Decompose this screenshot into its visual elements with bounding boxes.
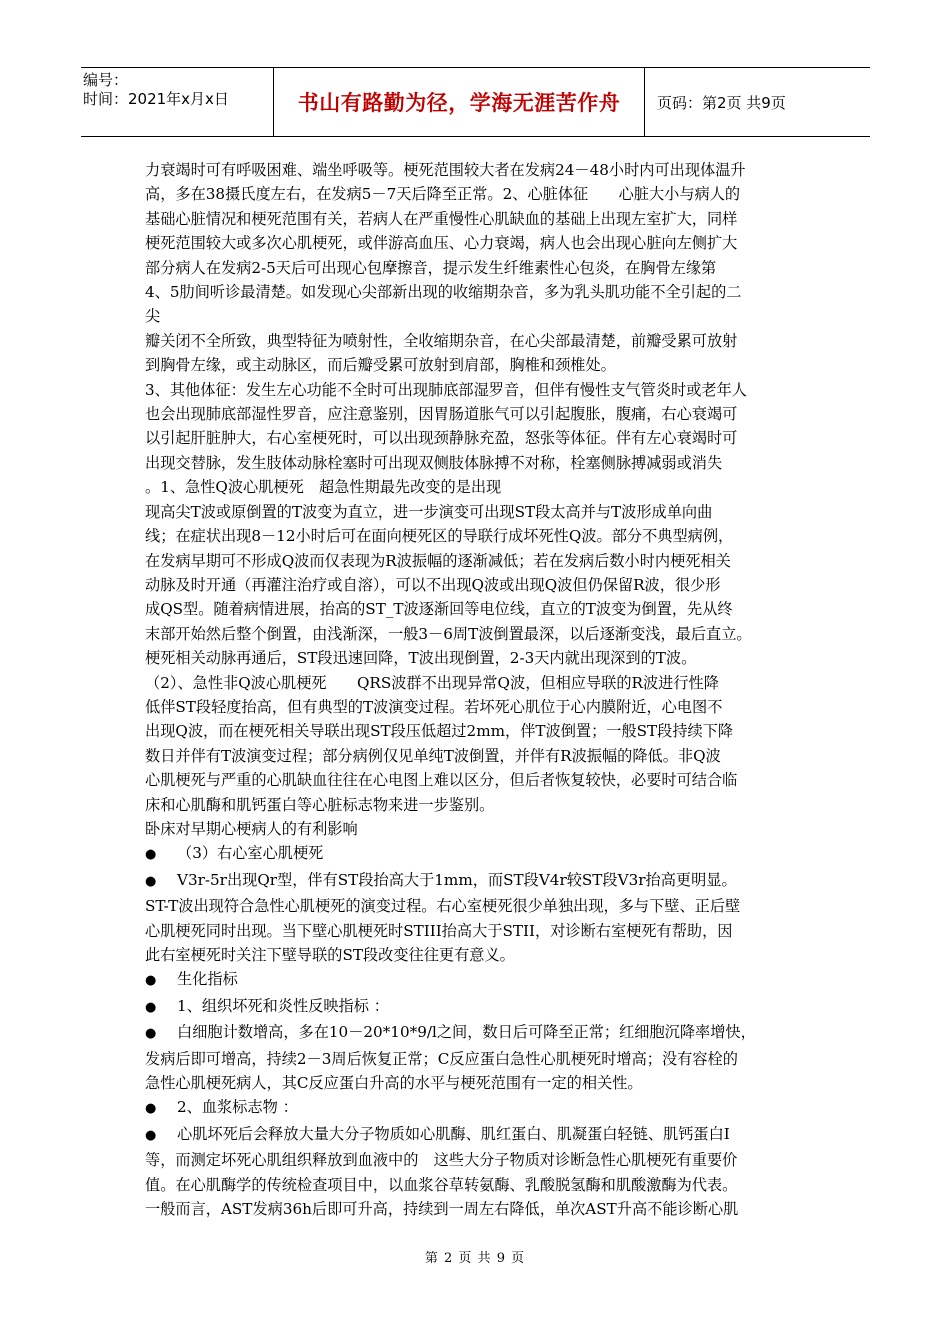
- text-line: [145, 1047, 813, 1071]
- text-line: 卧床对早期心梗病人的有利影响: [145, 819, 358, 838]
- line-text: 等，而测定坏死心肌组织释放到血液中的 这些大分子物质对诊断急性心肌梗死有重要价: [145, 1151, 738, 1170]
- bullet-item: [145, 994, 813, 1020]
- bullet-item: [145, 841, 813, 867]
- line-text: 1、组织坏死和炎性反映指标 ：: [177, 996, 389, 1015]
- document-body: [145, 158, 813, 1221]
- body-paragraphs: [145, 158, 813, 841]
- text-line: 在发病早期可不形成Q波而仅表现为R波振幅的逐渐减低；若在发病后数小时内梗死相关: [145, 551, 731, 570]
- text-line: 部分病人在发病2-5天后可出现心包摩擦音，提示发生纤维素性心包炎，在胸骨左缘第: [145, 258, 717, 277]
- text-line: 出现Q波，而在梗死相关导联出现ST段压低超过2mm，伴T波倒置；一般ST段持续下降: [145, 722, 734, 741]
- text-line: [145, 943, 813, 967]
- text-line: 动脉及时开通（再灌注治疗或自溶），可以不出现Q波或出现Q波但仍保留R波，很少形: [145, 575, 721, 594]
- text-line: 成QS型。随着病情进展，抬高的ST_T波逐渐回等电位线，直立的T波变为倒置，先从终: [145, 600, 733, 619]
- text-line: [145, 1173, 813, 1197]
- page-footer: 第 2 页 共 9 页: [424, 1251, 526, 1266]
- text-line: 低伴ST段轻度抬高，但有典型的T波演变过程。若坏死心肌位于心内膜附近，心电图不: [145, 697, 723, 716]
- bullet-item: [145, 868, 813, 894]
- line-text: 一般而言，AST发病36h后即可升高，持续到一周左右降低，单次AST升高不能诊断心肌: [145, 1200, 739, 1219]
- text-line: 梗死相关动脉再通后，ST段迅速回降，T波出现倒置，2-3天内就出现深到的T波。: [145, 649, 697, 668]
- text-line: 末部开始然后整个倒置，由浅渐深，一般3－6周T波倒置最深，以后逐渐变浅，最后直立。: [145, 624, 752, 643]
- line-text: 生化指标: [177, 970, 238, 989]
- text-line: 高，多在38摄氏度左右，在发病5－7天后降至正常。2、心脏体征 心脏大小与病人的: [145, 185, 741, 204]
- text-line: （2）、急性非Q波心肌梗死 QRS波群不出现异常Q波，但相应导联的R波进行性降: [145, 673, 719, 692]
- line-text: ST-T波出现符合急性心肌梗死的演变过程。右心室梗死很少单独出现，多与下壁、正后壁: [145, 897, 741, 916]
- text-line: [145, 919, 813, 943]
- page-header: [81, 67, 870, 137]
- text-line: 基础心脏情况和梗死范围有关，若病人在严重慢性心肌缺血的基础上出现左室扩大，同样: [145, 209, 738, 228]
- text-line: 线；在症状出现8－12小时后可在面向梗死区的导联行成坏死性Q波。部分不典型病例，: [145, 527, 734, 546]
- text-line: 尖: [145, 307, 161, 326]
- line-text: 心肌梗死同时出现。当下壁心肌梗死时STIII抬高大于STII，对诊断右室梗死有帮助，因: [145, 921, 733, 940]
- text-line: [145, 1148, 813, 1172]
- text-line: 现高尖T波或原倒置的T波变为直立，进一步演变可出现ST段太高并与T波形成单向曲: [145, 502, 713, 521]
- header-motto: 书山有路勤为径，学海无涯苦作舟: [273, 68, 645, 136]
- line-text: 心肌坏死后会释放大量大分子物质如心肌酶、肌红蛋白、肌凝蛋白轻链、肌钙蛋白I: [177, 1124, 730, 1143]
- line-text: 此右室梗死时关注下壁导联的ST段改变往往更有意义。: [145, 946, 515, 964]
- line-text: 值。在心肌酶学的传统检查项目中，以血浆谷草转氨酶、乳酸脱氢酶和肌酸激酶为代表。: [145, 1175, 738, 1194]
- text-line: [145, 1197, 813, 1221]
- bullet-item: [145, 1020, 813, 1046]
- line-text: 急性心肌梗死病人，其C反应蛋白升高的水平与梗死范围有一定的相关性。: [145, 1074, 643, 1093]
- document-number-label: 编号：: [83, 71, 129, 89]
- header-meta: [81, 68, 273, 136]
- text-line: 3、其他体征：发生左心功能不全时可出现肺底部湿罗音，但伴有慢性支气管炎时或老年人: [145, 380, 747, 399]
- text-line: 。1、急性Q波心肌梗死 超急性期最先改变的是出现: [145, 478, 502, 497]
- line-text: （3）右心室心肌梗死: [177, 844, 324, 863]
- text-line: 4、5肋间听诊最清楚。如发现心尖部新出现的收缩期杂音，多为乳头肌功能不全引起的二: [145, 283, 742, 302]
- text-line: 心肌梗死与严重的心肌缺血往往在心电图上难以区分，但后者恢复较快，必要时可结合临: [145, 771, 738, 790]
- text-line: 到胸骨左缘，或主动脉区，而后瓣受累可放射到肩部，胸椎和颈椎处。: [145, 356, 616, 375]
- text-line: [145, 1071, 813, 1095]
- text-line: 梗死范围较大或多次心肌梗死，或伴游高血压、心力衰竭，病人也会出现心脏向左侧扩大: [145, 234, 738, 253]
- line-text: 白细胞计数增高，多在10－20*10*9/l之间，数日后可降至正常；红细胞沉降率增快，: [177, 1023, 756, 1042]
- line-text: V3r-5r出现Qr型，伴有ST段抬高大于1mm，而ST段V4r较ST段V3r抬高更明显。: [177, 870, 737, 889]
- text-line: 数日并伴有T波演变过程；部分病例仅见单纯T波倒置，并伴有R波振幅的降低。非Q波: [145, 746, 721, 765]
- document-time-label: 时间：2021年x月x日: [83, 90, 229, 108]
- bullet-item: [145, 1122, 813, 1148]
- text-line: 床和心肌酶和肌钙蛋白等心脏标志物来进一步鉴别。: [145, 795, 495, 814]
- text-line: 也会出现肺底部湿性罗音，应注意鉴别，因胃肠道胀气可以引起腹胀，腹痛，右心衰竭可: [145, 405, 738, 424]
- text-line: 以引起肝脏肿大，右心室梗死时，可以出现颈静脉充盈，怒张等体征。伴有左心衰竭时可: [145, 429, 738, 448]
- text-line: 力衰竭时可有呼吸困难、端坐呼吸等。梗死范围较大者在发病24－48小时内可出现体温升: [145, 161, 746, 179]
- header-page-number: 页码：第2页 共9页: [657, 93, 786, 112]
- line-text: 2、血浆标志物 ：: [177, 1098, 298, 1117]
- text-line: [145, 894, 813, 918]
- bullet-item: [145, 967, 813, 993]
- line-text: 发病后即可增高，持续2－3周后恢复正常；C反应蛋白急性心肌梗死时增高；没有容栓的: [145, 1049, 738, 1068]
- text-line: 瓣关闭不全所致，典型特征为喷射性，全收缩期杂音，在心尖部最清楚，前瓣受累可放射: [145, 331, 738, 350]
- text-line: 出现交替脉，发生肢体动脉栓塞时可出现双侧肢体脉搏不对称，栓塞侧脉搏减弱或消失: [145, 453, 723, 472]
- body-bullet-list: [145, 841, 813, 1221]
- bullet-item: [145, 1095, 813, 1121]
